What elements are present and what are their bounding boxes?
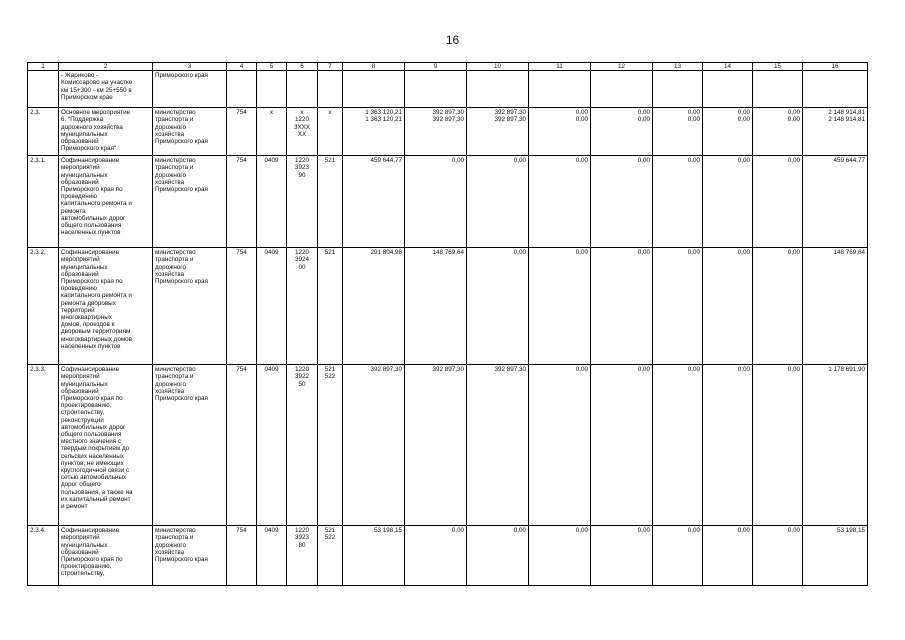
cell-line: дорожного [155, 541, 186, 549]
cell-line: 0,00 [575, 116, 588, 124]
cell-line: местного значения с [61, 438, 122, 446]
cell-line: 1220 [294, 527, 309, 535]
cell-line: пользования, а также на [61, 488, 133, 496]
executor-cell [153, 365, 227, 526]
cell-line: образований [61, 138, 99, 146]
cell-line: 392 897,30 [494, 109, 526, 117]
column-header: 3 [153, 63, 227, 71]
column-header: 10 [467, 63, 529, 71]
cell-line: 0,00 [575, 109, 588, 117]
amount-cell [753, 526, 803, 586]
cell-line: 90 [298, 171, 306, 179]
measure-name-cell [59, 156, 153, 248]
column-header: 5 [257, 63, 287, 71]
cell-line: Приморском крае [61, 93, 113, 101]
cell-line: 0,00 [575, 249, 588, 257]
amount-cell [467, 248, 529, 365]
cell-line: образований [61, 178, 99, 186]
table-row [28, 156, 868, 248]
cell-line: 1220 [294, 249, 309, 257]
target-article-cell [287, 108, 318, 156]
cell-line: 0,00 [687, 157, 700, 165]
cell-line: 0,00 [737, 366, 750, 374]
cell-line: 0,00 [787, 527, 800, 535]
row-number-cell: 2.3. [28, 108, 59, 156]
amount-cell [753, 71, 803, 108]
cell-line: 0,00 [787, 157, 800, 165]
cell-line: 0,00 [575, 157, 588, 165]
row-number-cell: 2.3.1. [28, 156, 59, 248]
amount-cell [529, 365, 591, 526]
cell-line: мероприятий [61, 373, 100, 381]
column-header: 4 [227, 63, 257, 71]
cell-line: автомобильных дорог [61, 423, 126, 431]
grbs-code-cell: 754 [227, 108, 257, 156]
cell-line: дорожного [155, 171, 186, 179]
amount-cell [591, 108, 653, 156]
column-header: 11 [529, 63, 591, 71]
row-number-cell: 2.3.4. [28, 526, 59, 586]
table-body [28, 71, 868, 586]
column-header: 2 [59, 63, 153, 71]
cell-line: Приморского края по [61, 278, 123, 286]
target-article-cell [287, 365, 318, 526]
measure-name-cell [59, 71, 153, 108]
column-header: 13 [653, 63, 703, 71]
cell-line: 3924 [294, 256, 309, 264]
cell-line: территорий [61, 306, 95, 314]
cell-line: Софинансирование [61, 157, 120, 165]
amount-cell [529, 526, 591, 586]
executor-cell [153, 108, 227, 156]
table-row [28, 71, 868, 108]
cell-line: реконструкции [61, 416, 104, 424]
amount-cell [343, 365, 405, 526]
cell-line: 0,00 [787, 116, 800, 124]
cell-line: транспорта и [155, 116, 194, 124]
total-amount-cell [803, 108, 868, 156]
cell-line: 392 897,30 [432, 116, 464, 124]
cell-line: x [300, 109, 304, 117]
cell-line: образований [61, 270, 99, 278]
amount-cell [467, 71, 529, 108]
cell-line: 522 [324, 534, 336, 542]
amount-cell [529, 108, 591, 156]
cell-line: проведению [61, 285, 97, 293]
cell-line: 459 644,77 [370, 157, 402, 165]
expense-type-cell [318, 248, 343, 365]
cell-line: образований [61, 387, 99, 395]
measure-name-cell [59, 248, 153, 365]
cell-line: министерство [155, 366, 196, 374]
cell-line: 0,00 [451, 527, 464, 535]
cell-line: круглогодичной связи с [61, 467, 130, 475]
cell-line: 00 [298, 263, 306, 271]
cell-line: 0,00 [637, 249, 650, 257]
cell-line: 1220 [294, 157, 309, 165]
cell-line: 0,00 [513, 157, 526, 165]
expense-type-cell [318, 156, 343, 248]
cell-line: 392 897,30 [494, 116, 526, 124]
cell-line: проведению [61, 193, 97, 201]
cell-line: министерство [155, 527, 196, 535]
cell-line: министерство [155, 109, 196, 117]
cell-line: 521 [324, 157, 336, 165]
executor-cell [153, 248, 227, 365]
cell-line: Приморского края по [61, 395, 123, 403]
cell-line: хозяйства [155, 548, 185, 556]
cell-line: 521 [324, 527, 336, 535]
row-number-cell [28, 71, 59, 108]
cell-line: многоквартирных домов [61, 335, 133, 343]
grbs-code-cell [227, 71, 257, 108]
row-number-cell: 2.3.3. [28, 365, 59, 526]
amount-cell [405, 365, 467, 526]
cell-line: 0,00 [787, 109, 800, 117]
cell-line: 2 148 914,81 [828, 116, 865, 124]
amount-cell [405, 71, 467, 108]
target-article-cell [287, 526, 318, 586]
cell-line: общего пользования [61, 222, 122, 230]
cell-line: Приморского края по [61, 556, 123, 564]
cell-line: дорожного [155, 380, 186, 388]
cell-line: министерство [155, 157, 196, 165]
section-code-cell [257, 71, 287, 108]
cell-line: строительству, [61, 409, 105, 417]
cell-line: хозяйства [155, 270, 185, 278]
amount-cell [343, 71, 405, 108]
cell-line: 392 897,30 [370, 366, 402, 374]
page-number: 16 [445, 33, 460, 47]
grbs-code-cell: 754 [227, 365, 257, 526]
cell-line: общего пользования [61, 431, 122, 439]
column-header: 14 [703, 63, 753, 71]
cell-line: 392 897,30 [432, 366, 464, 374]
amount-cell [653, 156, 703, 248]
cell-line: 1220 [294, 116, 309, 124]
cell-line: хозяйства [155, 130, 185, 138]
amount-cell [591, 526, 653, 586]
amount-cell [405, 108, 467, 156]
grbs-code-cell: 754 [227, 248, 257, 365]
cell-line: 0,00 [687, 116, 700, 124]
cell-line: 0,00 [513, 249, 526, 257]
cell-line: 2 148 914,81 [828, 109, 865, 117]
cell-line: 3922 [294, 373, 309, 381]
cell-line: 0,00 [637, 157, 650, 165]
section-code-cell: x [257, 108, 287, 156]
cell-line: капитального ремонта и [61, 200, 132, 208]
cell-line: домов, проездов к [61, 321, 115, 329]
cell-line: 459 644,77 [833, 157, 865, 165]
cell-line: Приморского края [155, 556, 208, 564]
column-header: 16 [803, 63, 868, 71]
cell-line: и ремонт [61, 503, 88, 511]
cell-line: 392 897,30 [432, 109, 464, 117]
cell-line: 1 363 120,21 [365, 116, 402, 124]
cell-line: 0,00 [637, 527, 650, 535]
cell-line: населенных пунктов [61, 229, 121, 237]
amount-cell [753, 108, 803, 156]
cell-line: проектированию, [61, 563, 112, 571]
cell-line: 0,00 [637, 366, 650, 374]
cell-line: Приморского края [155, 278, 208, 286]
amount-cell [343, 108, 405, 156]
executor-cell [153, 526, 227, 586]
cell-line: - Жариково - [61, 72, 99, 80]
cell-line: 1 363 120,21 [365, 109, 402, 117]
cell-line: муниципальных [61, 380, 108, 388]
amount-cell [703, 156, 753, 248]
cell-line: 50 [298, 380, 306, 388]
amount-cell [703, 526, 753, 586]
amount-cell [343, 156, 405, 248]
amount-cell [529, 71, 591, 108]
cell-line: населенных пунктов [61, 342, 121, 350]
cell-line: 0,00 [737, 527, 750, 535]
cell-line: Приморского края" [61, 145, 117, 153]
cell-line: 521 [324, 366, 336, 374]
cell-line: ремонта [61, 207, 86, 215]
cell-line: мероприятий [61, 256, 100, 264]
amount-cell [591, 248, 653, 365]
cell-line: проектированию, [61, 402, 112, 410]
cell-line: 0,00 [575, 527, 588, 535]
amount-cell [467, 365, 529, 526]
cell-line: сельских населенных [61, 452, 124, 460]
cell-line: Софинансирование [61, 249, 120, 257]
cell-line: Приморского края [155, 395, 208, 403]
amount-cell [405, 526, 467, 586]
expense-type-cell [318, 526, 343, 586]
cell-line: 392 897,30 [494, 366, 526, 374]
amount-cell [703, 248, 753, 365]
cell-line: мероприятий [61, 164, 100, 172]
cell-line: км 15+300 - км 25+550 в [61, 86, 132, 94]
cell-line: 53 198,15 [836, 527, 865, 535]
cell-line: автомобильных дорог [61, 214, 126, 222]
amount-cell [467, 156, 529, 248]
column-header: 6 [287, 63, 318, 71]
amount-cell [343, 526, 405, 586]
cell-line: мероприятий [61, 534, 100, 542]
total-amount-cell [803, 526, 868, 586]
target-article-cell [287, 248, 318, 365]
cell-line: 0,00 [787, 366, 800, 374]
section-code-cell: 0409 [257, 248, 287, 365]
cell-line: образований [61, 548, 99, 556]
total-amount-cell [803, 156, 868, 248]
cell-line: 0,00 [687, 249, 700, 257]
budget-table [27, 62, 868, 586]
cell-line: 0,00 [687, 366, 700, 374]
cell-line: 0,00 [575, 366, 588, 374]
amount-cell [703, 365, 753, 526]
cell-line: министерство [155, 249, 196, 257]
measure-name-cell [59, 108, 153, 156]
table-row [28, 108, 868, 156]
cell-line: 0,00 [451, 157, 464, 165]
section-code-cell: 0409 [257, 156, 287, 248]
amount-cell [405, 248, 467, 365]
cell-line: 53 198,15 [373, 527, 402, 535]
cell-line: 3923 [294, 164, 309, 172]
amount-cell [653, 365, 703, 526]
cell-line: 3XXX [293, 123, 311, 131]
cell-line: пунктов, не имеющих [61, 459, 124, 467]
amount-cell [703, 71, 753, 108]
cell-line: 0,00 [737, 116, 750, 124]
cell-line: их капитальный ремонт [61, 495, 131, 503]
column-header: 1 [28, 63, 59, 71]
target-article-cell [287, 156, 318, 248]
cell-line: 3923 [294, 534, 309, 542]
cell-line: многоквартирных [61, 314, 112, 322]
amount-cell [591, 365, 653, 526]
row-number-cell: 2.3.2. [28, 248, 59, 365]
column-header: 7 [318, 63, 343, 71]
amount-cell [529, 156, 591, 248]
cell-line: транспорта и [155, 373, 194, 381]
cell-line: дорог общего [61, 481, 101, 489]
table-row [28, 365, 868, 526]
cell-line: 0,00 [687, 527, 700, 535]
amount-cell [753, 248, 803, 365]
cell-line: хозяйства [155, 387, 185, 395]
grbs-code-cell: 754 [227, 156, 257, 248]
cell-line: муниципальных [61, 130, 108, 138]
cell-line: 0,00 [787, 249, 800, 257]
cell-line: муниципальных [61, 171, 108, 179]
column-header: 9 [405, 63, 467, 71]
cell-line: транспорта и [155, 256, 194, 264]
cell-line: 521 [324, 249, 336, 257]
amount-cell [591, 71, 653, 108]
amount-cell [343, 248, 405, 365]
amount-cell [467, 108, 529, 156]
amount-cell [405, 156, 467, 248]
cell-line: 0,00 [687, 109, 700, 117]
cell-line: 148 769,64 [833, 249, 865, 257]
cell-line: сетью автомобильных [61, 474, 127, 482]
cell-line: муниципальных [61, 541, 108, 549]
executor-cell [153, 156, 227, 248]
total-amount-cell [803, 71, 868, 108]
cell-line: 6. "Поддержка [61, 116, 104, 124]
grbs-code-cell: 754 [227, 526, 257, 586]
cell-line: 0,00 [637, 116, 650, 124]
cell-line: XX [297, 130, 307, 138]
cell-line: Основное мероприятие [61, 109, 131, 117]
cell-line: транспорта и [155, 534, 194, 542]
table-row [28, 526, 868, 586]
cell-line: 80 [298, 541, 306, 549]
amount-cell [753, 156, 803, 248]
amount-cell [653, 526, 703, 586]
cell-line: хозяйства [155, 178, 185, 186]
measure-name-cell [59, 526, 153, 586]
cell-line: капитального ремонта и [61, 292, 132, 300]
amount-cell [467, 526, 529, 586]
cell-line: Софинансирование [61, 366, 120, 374]
cell-line: транспорта и [155, 164, 194, 172]
cell-line: ремонта дворовых [61, 299, 116, 307]
amount-cell [653, 108, 703, 156]
total-amount-cell [803, 365, 868, 526]
cell-line: 0,00 [737, 109, 750, 117]
cell-line: 0,00 [637, 109, 650, 117]
cell-line: 148 769,64 [432, 249, 464, 257]
target-article-cell [287, 71, 318, 108]
amount-cell [529, 248, 591, 365]
cell-line: дорожного хозяйства [61, 123, 123, 131]
amount-cell [653, 71, 703, 108]
expense-type-cell [318, 365, 343, 526]
cell-line: Софинансирование [61, 527, 120, 535]
cell-line: дорожного [155, 263, 186, 271]
cell-line: Приморского края [155, 72, 208, 80]
cell-line: муниципальных [61, 263, 108, 271]
column-header: 15 [753, 63, 803, 71]
expense-type-cell [318, 108, 343, 156]
cell-line: 1 178 691,90 [828, 366, 865, 374]
amount-cell [653, 248, 703, 365]
column-header: 8 [343, 63, 405, 71]
cell-line: Приморского края [155, 138, 208, 146]
amount-cell [703, 108, 753, 156]
cell-line: 291 804,98 [370, 249, 402, 257]
total-amount-cell [803, 248, 868, 365]
cell-line: 0,00 [513, 527, 526, 535]
cell-line: Приморского края [155, 186, 208, 194]
cell-line: Приморского края по [61, 186, 123, 194]
column-header: 12 [591, 63, 653, 71]
section-code-cell: 0409 [257, 365, 287, 526]
expense-type-cell [318, 71, 343, 108]
measure-name-cell [59, 365, 153, 526]
cell-line: 0,00 [737, 157, 750, 165]
cell-line: 0,00 [737, 249, 750, 257]
cell-line: дорожного [155, 123, 186, 131]
cell-line: твердым покрытием до [61, 445, 130, 453]
section-code-cell: 0409 [257, 526, 287, 586]
cell-line: x [328, 109, 332, 117]
amount-cell [753, 365, 803, 526]
cell-line: 522 [324, 373, 336, 381]
cell-line: Комиссарово на участке [61, 79, 133, 87]
cell-line: дворовым территориям [61, 328, 131, 336]
table-row [28, 248, 868, 365]
header-row [28, 63, 868, 71]
amount-cell [591, 156, 653, 248]
cell-line: 1220 [294, 366, 309, 374]
executor-cell [153, 71, 227, 108]
cell-line: строительству, [61, 570, 105, 578]
